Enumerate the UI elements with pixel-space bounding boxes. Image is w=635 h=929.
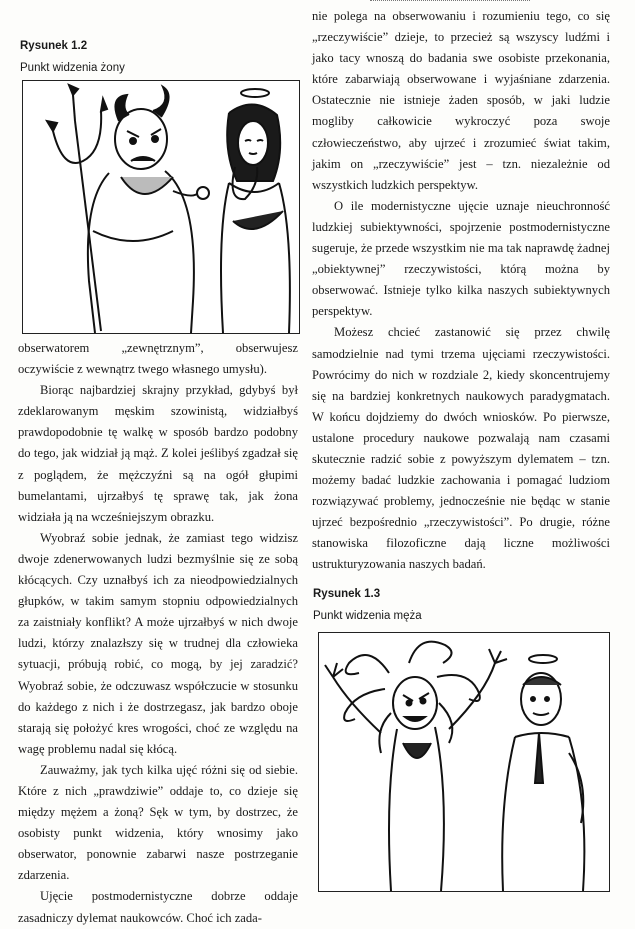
husband-view-illustration bbox=[319, 633, 609, 891]
figure-1-2-title: Rysunek 1.2 bbox=[20, 40, 88, 52]
left-paragraph: Zauważmy, jak tych kilka ujęć różni się od siebie. Które z nich „prawdziwie” oddaje to, co dzieje się między mężem a żoną? Sęk w tym, by dostrzec, że osobisty punkt widzenia, który wnosimy jako obserwator, ponownie zabarwi nasze postrzeganie zdarzenia. bbox=[18, 762, 298, 883]
left-paragraph: Wyobraź sobie jednak, że zamiast tego widzisz dwoje zdenerwowanych ludzi bezmyślnie się ze sobą kłócących. Czy uznałbyś ich za nieodpowiedzialnych głupków, w takim samym stopniu odpowiedzialnych za zaistniały konflikt? A może ujrzałbyś w nich dwoje ludzi, którzy znalazłszy się w trudnej dla człowieka sytuacji, próbują robić, co mogą, by jej zaradzić? Wyobraź sobie, że odczuwasz współczucie w stosunku do każdego z nich i że dostrzegasz, jak bardzo oboje starają się położyć kres wrogości, choć ze względu na wagę problemu nadal się kłócą. bbox=[18, 530, 298, 756]
left-paragraph: Biorąc najbardziej skrajny przykład, gdybyś był zdeklarowanym męskim szowinistą, widziałbyś prawdopodobnie tę walkę w sposób bardzo podobny do tego, jak widział ją mąż. Z kolei jeślibyś zgadzał się z poglądem, że mężczyźni są na ogół głupimi bumelantami, ujrzałbyś tę sprawę tak, jak żona widziała ją na wcześniejszym obrazku. bbox=[18, 383, 298, 524]
right-paragraph: O ile modernistyczne ujęcie uznaje nieuchronność ludzkiej subiektywności, spojrzenie postmodernistyczne sugeruje, że przede wszystkim nie ma tak naprawdę żadnej „obiektywnej” rzeczywistości, którą można by obserwować. Istnieje tylko kilka naszych subiektywnych perspektyw. bbox=[312, 198, 610, 319]
wife-view-illustration bbox=[23, 81, 299, 333]
left-column bbox=[18, 338, 298, 929]
figure-1-3-cartoon bbox=[318, 632, 610, 892]
figure-1-3-title: Rysunek 1.3 bbox=[313, 588, 381, 600]
right-paragraph: Możesz chcieć zastanowić się przez chwilę samodzielnie nad tymi trzema ujęciami rzeczywistości. Powrócimy do nich w rozdziale 2, kiedy skoncentrujemy się na bardziej konkretnych naukowych paradygmatach. W końcu dojdziemy do dwóch wniosków. Po pierwsze, ustalone procedury naukowe pozwalają nam czasami skutecznie radzić sobie z powyższym dylematem – tzn. możemy badać ludzkie zachowania i pomagać ludziom rozwiązywać problemy, jednocześnie nie będąc w stanie ujrzeć bezpośrednio „rzeczywistości”. Po drugie, różne stanowiska filozoficzne dają liczne możliwości ustrukturyzowania naszych badań. bbox=[312, 325, 610, 572]
figure-1-2-caption: Punkt widzenia żony bbox=[20, 62, 125, 74]
right-paragraph: nie polega na obserwowaniu i rozumieniu tego, co się „rzeczywiście” dzieje, to przecież są wszyscy ludźmi i jako tacy wnoszą do badania swe osobiste przekonania, które zabarwiają obserwowane i wyjaśniane zdarzenia. Ostatecznie nie istnieje żaden sposób, w jaki ludzie mogliby całkowicie wykroczyć poza swoje człowieczeństwo, aby ujrzeć i zrozumieć świat takim, jakim on „rzeczywiście” jest – tzn. niezależnie od wszystkich ludzkich perspektyw. bbox=[312, 9, 610, 192]
left-paragraph: Ujęcie postmodernistyczne dobrze oddaje zasadniczy dylemat naukowców. Choć ich zada- bbox=[18, 889, 298, 925]
figure-1-3-caption: Punkt widzenia męża bbox=[313, 610, 422, 622]
left-paragraph: obserwatorem „zewnętrznym”, obserwujesz oczywiście z wewnątrz twego własnego umysłu). bbox=[18, 341, 298, 377]
figure-1-2-cartoon bbox=[22, 80, 300, 334]
right-column bbox=[312, 6, 610, 576]
